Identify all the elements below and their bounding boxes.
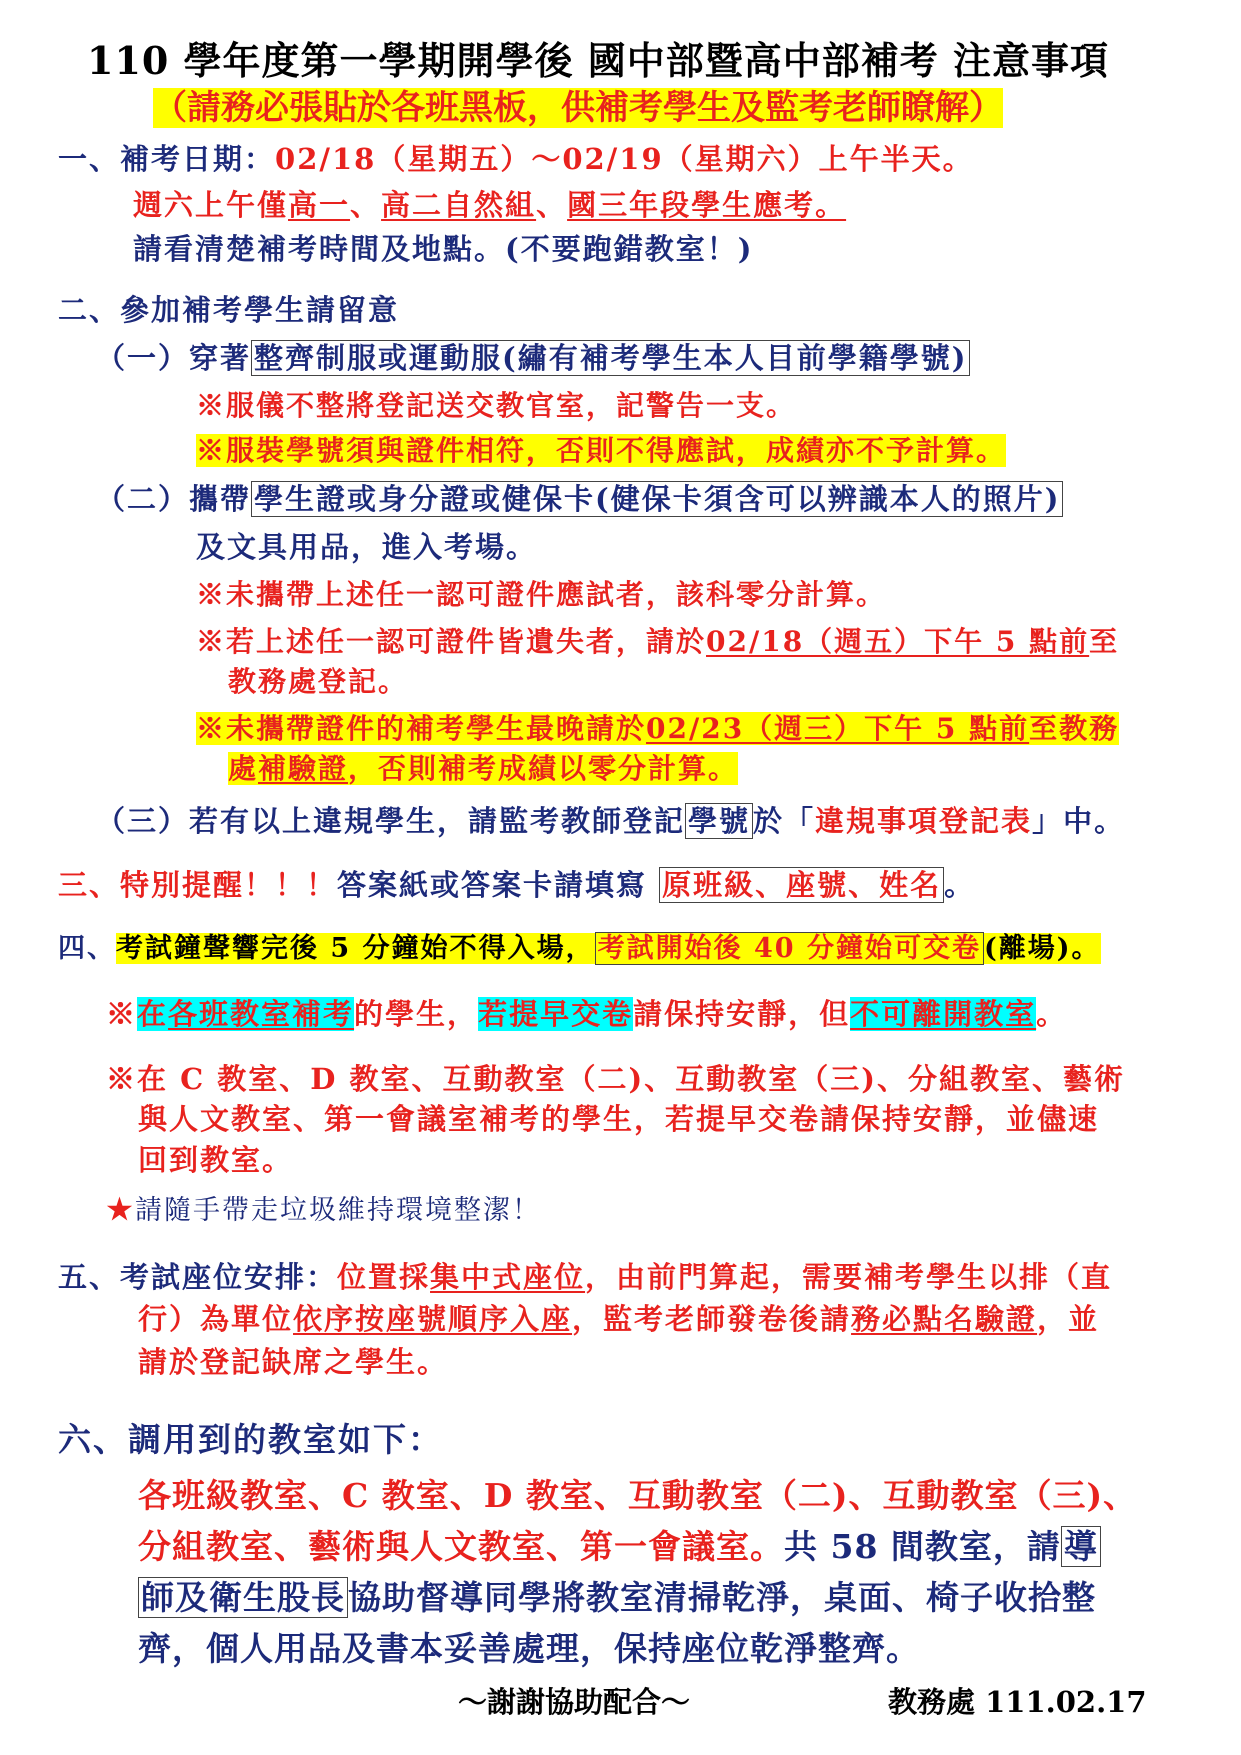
section-4 (58, 933, 1101, 965)
text: 共 58 間教室，請 (784, 1527, 1061, 1566)
text: 、 (350, 188, 382, 222)
text: 週六上午僅 (133, 188, 289, 222)
location-reminder: 請看清楚補考時間及地點。(不要跑錯教室！) (133, 232, 754, 266)
page-title: 110 學年度第一學期開學後 國中部暨高中部補考 注意事項 (87, 38, 1110, 83)
section-4-heading: 四、 (58, 933, 116, 964)
verify-deadline (196, 712, 1119, 746)
boxed-text: 師及衛生股長 (138, 1577, 348, 1618)
text: 不可離開教室 (850, 997, 1037, 1031)
classroom-rule (106, 997, 1067, 1032)
section-3-heading: 三、特別提醒！！！ (58, 868, 338, 902)
text: 務必點名驗證 (851, 1302, 1038, 1336)
text: (離場)。 (983, 933, 1101, 964)
section-1-date (58, 142, 974, 177)
text: 。 (944, 868, 976, 902)
text: 各班教室補考 (168, 997, 355, 1031)
text: ※ (106, 997, 138, 1031)
cleaning-note-end: 齊，個人用品及書本妥善處理，保持座位乾淨整齊。 (138, 1629, 920, 1668)
supplies-note: 及文具用品，進入考場。 (196, 530, 538, 564)
text: 行）為單位 (138, 1302, 294, 1336)
star-icon: ★ (106, 1195, 135, 1226)
text: 請隨手帶走垃圾維持環境整潔！ (135, 1195, 541, 1226)
lost-id-note-cont: 教務處登記。 (228, 665, 409, 698)
cyan-highlight: 若提早交卷 (478, 997, 634, 1031)
text: ，由前門算起，需要補考學生以排（直 (585, 1260, 1113, 1294)
text: 」中。 (1032, 804, 1126, 838)
text: 處 (228, 752, 259, 785)
verify-text: 補驗證 (258, 752, 349, 785)
seating-rule (138, 1302, 1099, 1337)
room-list-cont (138, 1527, 1101, 1567)
section-1-heading: 一、補考日期： (58, 142, 276, 176)
section-6-heading: 六、調用到的教室如下： (58, 1420, 443, 1459)
text: （二）攜帶 (96, 482, 252, 516)
uniform-rule (96, 341, 970, 376)
deadline-text: 02/23（週三）下午 5 點前 (646, 712, 1030, 745)
text: ※若上述任一認可證件皆遺失者，請於 (196, 625, 707, 658)
text: 位置採 (337, 1260, 431, 1294)
text: 至教務 (1029, 712, 1120, 745)
id-rule (96, 482, 1063, 517)
exam-dates: 02/18（星期五）～02/19（星期六）上午半天。 (275, 142, 974, 176)
boxed-text: 整齊制服或運動服(繡有補考學生本人目前學籍學號) (251, 340, 970, 376)
cleanliness-note (106, 1195, 541, 1227)
deadline-text: 02/18（週五）下午 5 點前 (706, 625, 1090, 658)
other-rooms-rule-end: 回到教室。 (138, 1143, 294, 1177)
section-3 (58, 868, 975, 903)
cyan-highlight (850, 997, 1036, 1031)
text: 協助督導同學將教室清掃乾淨，桌面、椅子收拾整 (348, 1578, 1096, 1617)
lost-id-note (196, 625, 1119, 659)
text: ，否則補考成績以零分計算。 (348, 752, 739, 785)
text: 的學生， (354, 997, 479, 1031)
text: 依序按座號順序入座 (293, 1302, 573, 1336)
form-name: 違規事項登記表 (815, 804, 1033, 838)
boxed-text: 考試開始後 40 分鐘始可交卷 (595, 932, 984, 965)
grade-label: 高二自然組 (381, 188, 537, 222)
issuer-date: 教務處 111.02.17 (888, 1685, 1147, 1719)
boxed-text: 導 (1061, 1526, 1101, 1567)
text: （三）若有以上違規學生，請監考教師登記 (96, 804, 686, 838)
text: 分組教室、藝術與人文教室、第一會議室。 (138, 1527, 784, 1566)
id-match-warning (196, 434, 1006, 468)
room-list: 各班級教室、C 教室、D 教室、互動教室（二)、互動教室（三)、 (138, 1476, 1138, 1515)
text: 至 (1089, 625, 1120, 658)
other-rooms-rule: ※在 C 教室、D 教室、互動教室（二)、互動教室（三)、分組教室、藝術 (106, 1062, 1125, 1096)
boxed-text: 原班級、座號、姓名 (659, 867, 944, 903)
violation-record (96, 804, 1125, 839)
cleaning-note (138, 1578, 1096, 1618)
text: （一）穿著 (96, 341, 252, 375)
text: ，並 (1037, 1302, 1100, 1336)
dress-warning: ※服儀不整將登記送交教官室，記警告一支。 (196, 389, 797, 422)
text: 請保持安靜，但 (633, 997, 851, 1031)
section-5 (58, 1260, 1112, 1295)
text: 集中式座位 (430, 1260, 586, 1294)
highlight-text: ※服裝學號須與證件相符，否則不得應試，成績亦不予計算。 (196, 434, 1007, 467)
text: 。 (1036, 997, 1068, 1031)
text: 考試鐘聲響完後 5 分鐘始不得入場， (116, 933, 595, 964)
boxed-text: 學號 (685, 803, 753, 839)
boxed-text: 學生證或身分證或健保卡(健保卡須含可以辨識本人的照片) (251, 481, 1063, 517)
text: 答案紙或答案卡請填寫 (337, 868, 660, 902)
verify-deadline-cont (228, 752, 738, 786)
text: 於「 (753, 804, 816, 838)
saturday-note (133, 188, 846, 223)
cyan-highlight (137, 997, 354, 1031)
section-5-heading: 五、考試座位安排： (58, 1260, 338, 1294)
text: 在 (137, 997, 169, 1031)
other-rooms-rule-cont: 與人文教室、第一會議室補考的學生，若提早交卷請保持安靜，並儘速 (138, 1102, 1100, 1136)
text: ※未攜帶證件的補考學生最晚請於 (196, 712, 647, 745)
highlight-text (196, 712, 1119, 745)
page-subtitle (153, 88, 1003, 129)
no-id-penalty: ※未攜帶上述任一認可證件應試者，該科零分計算。 (196, 578, 887, 611)
highlight-text (116, 933, 1101, 964)
text: ，監考老師發卷後請 (572, 1302, 852, 1336)
thanks-line: ～謝謝協助配合～ (458, 1685, 691, 1719)
subtitle-highlight: （請務必張貼於各班黑板，供補考學生及監考老師瞭解） (153, 88, 1003, 128)
section-2-heading: 二、參加補考學生請留意 (58, 293, 400, 327)
text: 、 (536, 188, 568, 222)
grade-label: 高一 (288, 188, 351, 222)
seating-rule-end: 請於登記缺席之學生。 (138, 1345, 449, 1379)
grade-label: 國三年段學生應考。 (567, 188, 847, 222)
highlight-text (228, 752, 738, 785)
